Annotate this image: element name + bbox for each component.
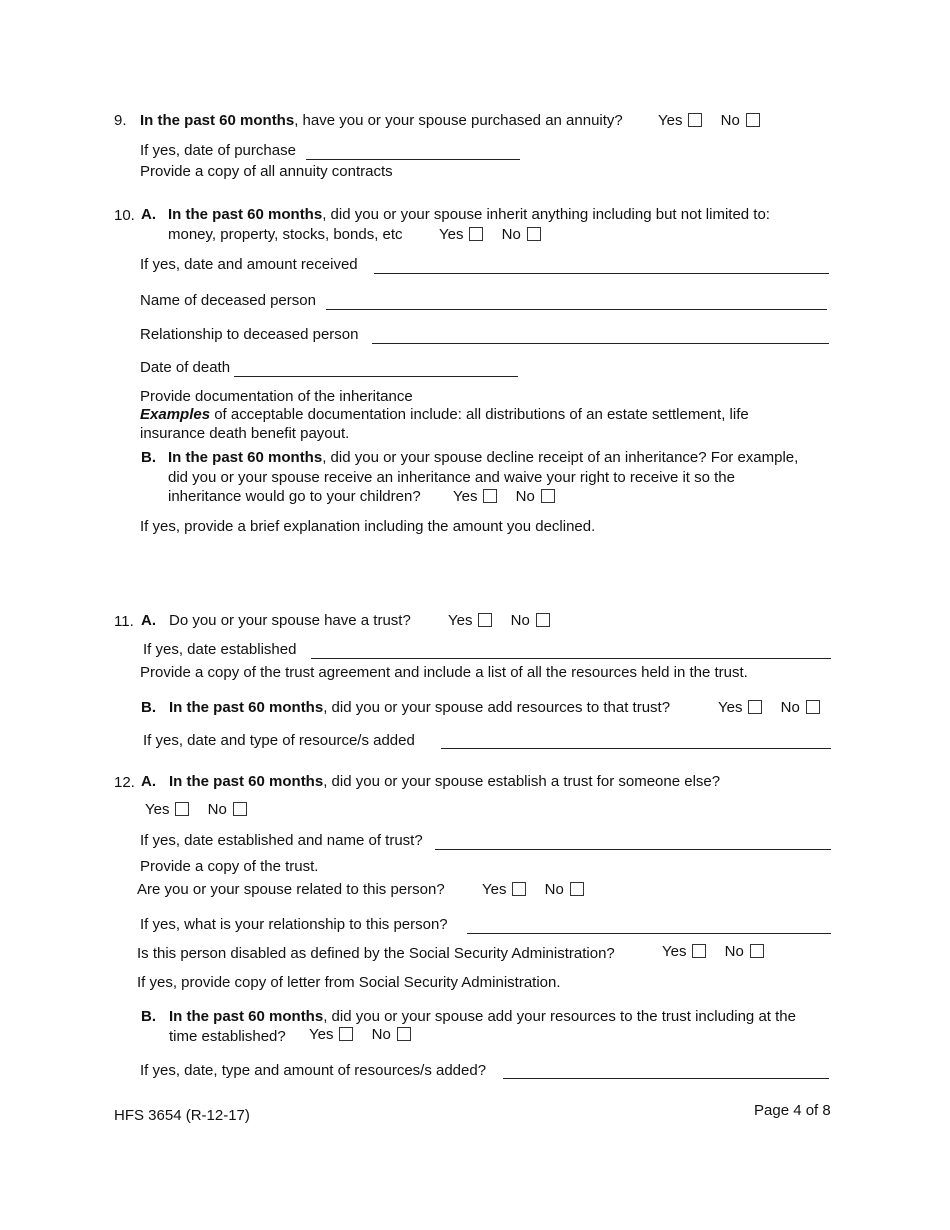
q11-a-yes-no: [448, 612, 550, 630]
yes-label: Yes: [309, 1026, 334, 1043]
q12-b-emphasis: In the past 60 months: [169, 1008, 324, 1025]
yes-label: Yes: [718, 699, 743, 716]
q12-date-name-field[interactable]: [435, 849, 831, 850]
q10-a-label: A.: [141, 206, 156, 223]
q12-a-text: , did you or your spouse establish a trust for someone else?: [323, 773, 721, 790]
q12-related-label: Are you or your spouse related to this person?: [137, 881, 445, 898]
q12-b-text: , did you or your spouse add your resources to the trust including at the: [323, 1008, 796, 1025]
q10-a-yes-no: [439, 226, 541, 244]
q12-a-yes-checkbox[interactable]: [175, 802, 189, 816]
q10-examples: [140, 406, 749, 424]
q11-date-type-label: If yes, date and type of resource/s added: [143, 732, 415, 749]
q12-related-yes-no: [482, 881, 584, 899]
q10-date-death-label: Date of death: [140, 359, 231, 376]
q9-number: 9.: [114, 112, 127, 129]
q9-question: [140, 112, 623, 130]
no-label: No: [501, 226, 521, 243]
q11-date-est-label: If yes, date established: [143, 641, 297, 658]
no-label: No: [720, 112, 740, 129]
q9-date-label: If yes, date of purchase: [140, 142, 296, 159]
q10-b-no-checkbox[interactable]: [541, 489, 555, 503]
q12-provide: Provide a copy of the trust.: [140, 858, 319, 875]
q12-a-yes-no: [145, 801, 247, 819]
q11-b-yes-no: [718, 699, 820, 717]
q10-a-no-checkbox[interactable]: [527, 227, 541, 241]
q9-provide: Provide a copy of all annuity contracts: [140, 163, 393, 180]
q10-a-yes-checkbox[interactable]: [469, 227, 483, 241]
q10-provide: Provide documentation of the inheritance: [140, 388, 413, 405]
q10-b-label: B.: [141, 449, 156, 466]
page-number: Page 4 of 8: [754, 1102, 831, 1119]
q11-a-yes-checkbox[interactable]: [478, 613, 492, 627]
q11-b-text: , did you or your spouse add resources to that trust?: [323, 699, 671, 716]
q11-a-no-checkbox[interactable]: [536, 613, 550, 627]
q12-b-yes-no: [309, 1026, 411, 1044]
q10-a-text2: money, property, stocks, bonds, etc: [168, 226, 403, 243]
q10-examples-emphasis: Examples: [140, 406, 211, 423]
q10-deceased-name-label: Name of deceased person: [140, 292, 316, 309]
q12-disabled-no-checkbox[interactable]: [750, 944, 764, 958]
q11-provide: Provide a copy of the trust agreement and include a list of all the resources held in the trust.: [140, 664, 748, 681]
q10-number: 10.: [114, 207, 135, 224]
q10-b-emphasis: In the past 60 months: [168, 449, 323, 466]
no-label: No: [780, 699, 800, 716]
q12-number: 12.: [114, 774, 135, 791]
q10-b-text3: inheritance would go to your children?: [168, 488, 421, 505]
q12-related-no-checkbox[interactable]: [570, 882, 584, 896]
q12-related-yes-checkbox[interactable]: [512, 882, 526, 896]
q10-date-death-field[interactable]: [234, 376, 518, 377]
q9-yes-checkbox[interactable]: [688, 113, 702, 127]
q12-relationship-field[interactable]: [467, 933, 831, 934]
form-id: HFS 3654 (R-12-17): [114, 1107, 250, 1124]
q9-no-checkbox[interactable]: [746, 113, 760, 127]
q10-a-question: [168, 206, 770, 224]
q12-disabled-label: Is this person disabled as defined by the Social Security Administration?: [137, 945, 615, 962]
yes-label: Yes: [448, 612, 473, 629]
q12-letter: If yes, provide copy of letter from Social Security Administration.: [137, 974, 561, 991]
q12-b-label: B.: [141, 1008, 156, 1025]
q10-deceased-name-field[interactable]: [326, 309, 827, 310]
q11-a-label: A.: [141, 612, 156, 629]
q12-a-emphasis: In the past 60 months: [169, 773, 324, 790]
q12-a-question: [169, 773, 720, 791]
q11-b-label: B.: [141, 699, 156, 716]
q10-a-emphasis: In the past 60 months: [168, 206, 323, 223]
q12-a-label: A.: [141, 773, 156, 790]
yes-label: Yes: [482, 881, 507, 898]
q10-relationship-field[interactable]: [372, 343, 829, 344]
q12-a-no-checkbox[interactable]: [233, 802, 247, 816]
q11-a-question: Do you or your spouse have a trust?: [169, 612, 411, 629]
q9-emphasis: In the past 60 months: [140, 112, 295, 129]
yes-label: Yes: [439, 226, 464, 243]
q10-date-amount-field[interactable]: [374, 273, 829, 274]
q12-date-name-label: If yes, date established and name of trust?: [140, 832, 423, 849]
q11-b-question: [169, 699, 670, 717]
q11-number: 11.: [114, 613, 134, 630]
q10-date-amount-label: If yes, date and amount received: [140, 256, 358, 273]
q12-date-type-amount-field[interactable]: [503, 1078, 829, 1079]
yes-label: Yes: [658, 112, 683, 129]
q10-explain: If yes, provide a brief explanation including the amount you declined.: [140, 518, 596, 535]
q10-examples-text2: insurance death benefit payout.: [140, 425, 350, 442]
no-label: No: [544, 881, 564, 898]
q12-b-question: [169, 1008, 796, 1026]
q10-relationship-label: Relationship to deceased person: [140, 326, 359, 343]
q10-b-text2: did you or your spouse receive an inheritance and waive your right to receive it so the: [168, 469, 735, 486]
q10-a-text: , did you or your spouse inherit anything including but not limited to:: [322, 206, 770, 223]
q12-b-text2: time established?: [169, 1028, 286, 1045]
q12-disabled-yes-checkbox[interactable]: [692, 944, 706, 958]
q10-b-text: , did you or your spouse decline receipt of an inheritance? For example,: [322, 449, 799, 466]
yes-label: Yes: [145, 801, 170, 818]
q10-b-yes-no: [453, 488, 555, 506]
q9-yes-no: [658, 112, 760, 130]
q11-b-no-checkbox[interactable]: [806, 700, 820, 714]
yes-label: Yes: [453, 488, 478, 505]
q11-date-type-field[interactable]: [441, 748, 831, 749]
q11-date-est-field[interactable]: [311, 658, 831, 659]
no-label: No: [371, 1026, 391, 1043]
q11-b-emphasis: In the past 60 months: [169, 699, 324, 716]
no-label: No: [515, 488, 535, 505]
q9-text: , have you or your spouse purchased an annuity?: [294, 112, 623, 129]
q9-date-field[interactable]: [306, 159, 520, 160]
no-label: No: [207, 801, 227, 818]
no-label: No: [510, 612, 530, 629]
q12-relationship-label: If yes, what is your relationship to this person?: [140, 916, 448, 933]
q12-b-no-checkbox[interactable]: [397, 1027, 411, 1041]
q10-b-yes-checkbox[interactable]: [483, 489, 497, 503]
q10-b-question: [168, 449, 798, 467]
no-label: No: [724, 943, 744, 960]
q12-b-yes-checkbox[interactable]: [339, 1027, 353, 1041]
q12-disabled-yes-no: [662, 943, 764, 961]
q12-date-type-amount-label: If yes, date, type and amount of resources/s added?: [140, 1062, 487, 1079]
yes-label: Yes: [662, 943, 687, 960]
q11-b-yes-checkbox[interactable]: [748, 700, 762, 714]
q10-examples-text: of acceptable documentation include: all distributions of an estate settlement, life: [210, 406, 749, 423]
